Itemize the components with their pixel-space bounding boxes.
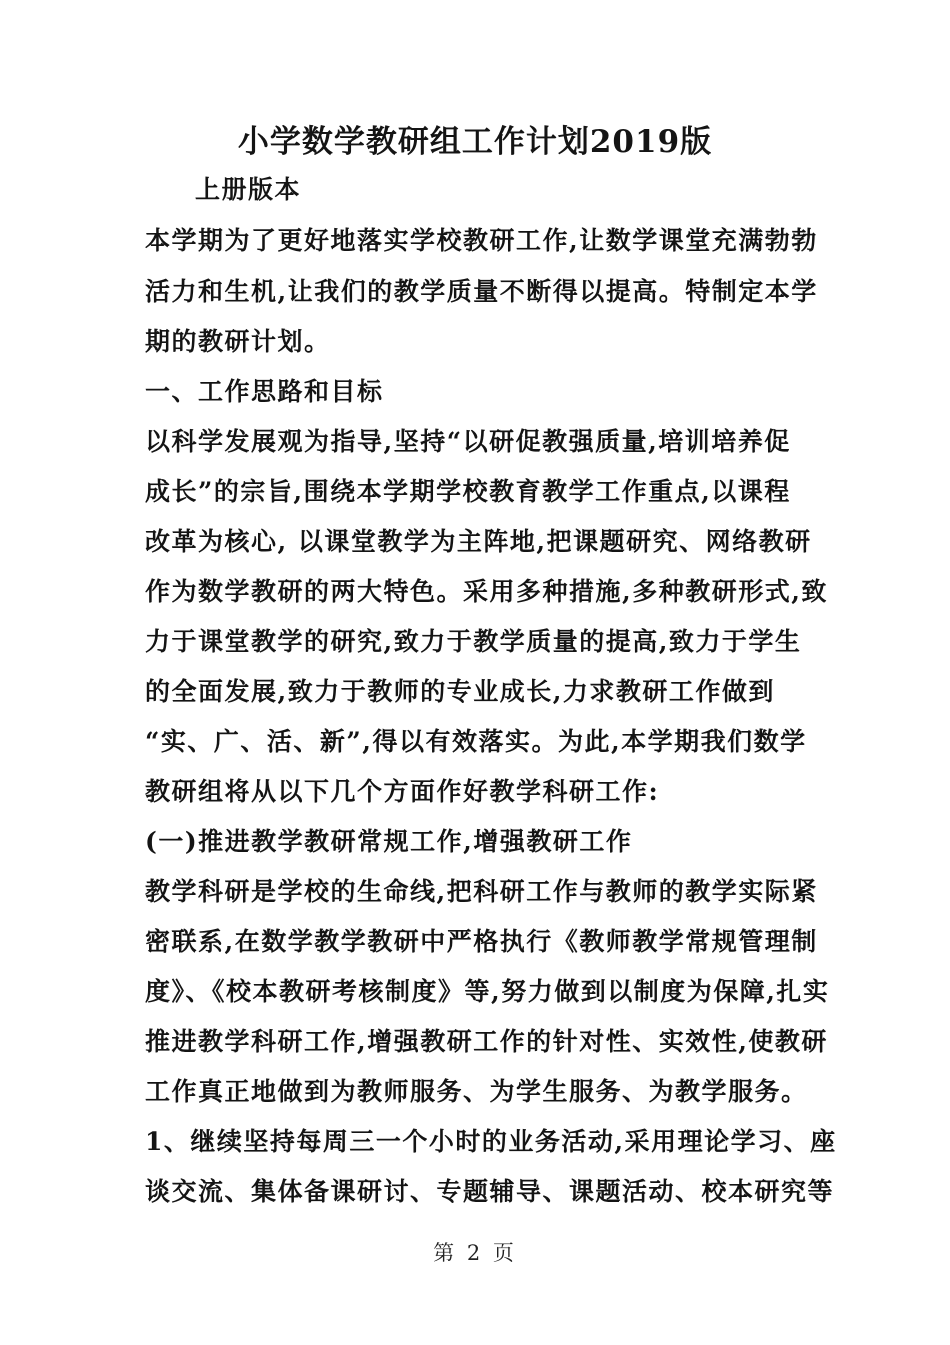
text-line: 期的教研计划。 (145, 327, 331, 356)
text-line: 教研组将从以下几个方面作好教学科研工作: (145, 777, 660, 806)
text-line: 本学期为了更好地落实学校教研工作,让数学课堂充满勃勃 (145, 226, 818, 255)
subtitle: 上册版本 (195, 175, 302, 204)
text-line: 密联系,在数学教学教研中严格执行《教师教学常规管理制 (145, 927, 818, 956)
text-line: 活力和生机,让我们的教学质量不断得以提高。特制定本学 (145, 277, 818, 306)
text-line: 工作真正地做到为教师服务、为学生服务、为教学服务。 (145, 1077, 808, 1106)
text-line: 教学科研是学校的生命线,把科研工作与教师的教学实际紧 (145, 877, 818, 906)
section-heading: 一、工作思路和目标 (145, 377, 384, 406)
text-line: 度》、《校本教研考核制度》等,努力做到以制度为保障,扎实 (145, 977, 830, 1006)
text-line: 成长”的宗旨,围绕本学期学校教育教学工作重点,以课程 (145, 477, 791, 506)
page-number: 第 2 页 (433, 1241, 517, 1265)
text-line: “实、广、活、新”,得以有效落实。为此,本学期我们数学 (145, 727, 807, 756)
subsection-heading: (一)推进教学教研常规工作,增强教研工作 (145, 827, 633, 856)
text-line: 的全面发展,致力于教师的专业成长,力求教研工作做到 (145, 677, 775, 706)
text-line: 谈交流、集体备课研讨、专题辅导、课题活动、校本研究等 (145, 1177, 835, 1206)
text-line: 推进教学科研工作,增强教研工作的针对性、实效性,使教研 (145, 1027, 828, 1056)
text-line: 作为数学教研的两大特色。采用多种措施,多种教研形式,致 (145, 577, 828, 606)
text-line: 1、继续坚持每周三一个小时的业务活动,采用理论学习、座 (145, 1127, 837, 1156)
page-title: 小学数学教研组工作计划2019版 (237, 124, 713, 160)
text-line: 以科学发展观为指导,坚持“以研促教强质量,培训培养促 (145, 427, 791, 456)
text-line: 力于课堂教学的研究,致力于教学质量的提高,致力于学生 (145, 627, 802, 656)
text-line: 改革为核心, 以课堂教学为主阵地,把课题研究、网络教研 (145, 527, 812, 556)
